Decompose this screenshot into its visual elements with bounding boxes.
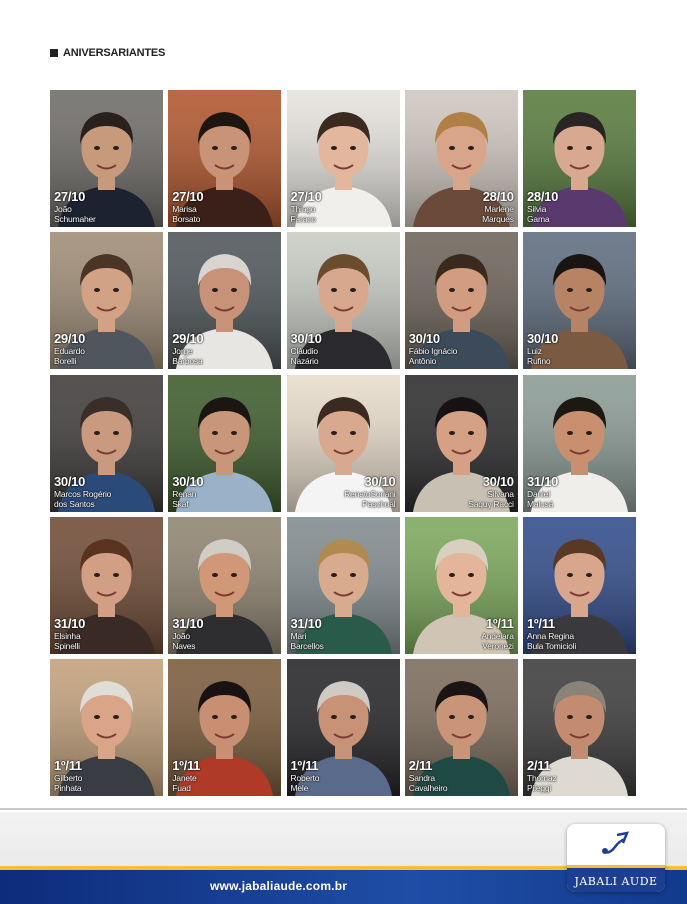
- birthday-card: [523, 232, 636, 369]
- birthday-date: 27/10: [290, 189, 322, 204]
- birthday-date: 31/10: [290, 615, 322, 631]
- birthday-caption: [409, 332, 457, 366]
- person-first-line: Marcos Rogério: [54, 488, 112, 499]
- birthday-card: [287, 232, 400, 369]
- birthday-caption: [291, 759, 320, 793]
- birthday-date: 30/10: [290, 331, 322, 347]
- person-first-line: Jorge: [172, 346, 193, 357]
- birthday-caption: [172, 475, 203, 509]
- person-first-line: Fábio Ignácio: [408, 346, 458, 357]
- birthday-caption: [54, 475, 111, 509]
- birthday-card: [168, 375, 281, 512]
- person-second-line: Rufino: [527, 356, 551, 367]
- birthday-card: [168, 659, 281, 796]
- birthday-card: [405, 659, 518, 796]
- birthday-caption: [54, 190, 96, 224]
- person-second-line: Pileggi: [527, 783, 552, 793]
- birthday-card: [287, 375, 400, 512]
- person-second-line: Schumaher: [54, 214, 96, 224]
- birthday-card: [168, 517, 281, 654]
- birthday-caption: [54, 332, 85, 366]
- birthday-date: 2/11: [408, 758, 433, 773]
- birthday-card: [287, 517, 400, 654]
- birthday-card: [50, 659, 163, 796]
- birthday-date: 28/10: [527, 189, 559, 204]
- person-second-line: Borsato: [172, 214, 201, 224]
- person-second-line: Malusá: [527, 498, 554, 509]
- birthday-card: [523, 517, 636, 654]
- birthday-date: 1º/11: [54, 758, 82, 773]
- birthday-date: 31/10: [527, 473, 559, 489]
- birthday-card: [523, 659, 636, 796]
- birthday-caption: [527, 190, 558, 224]
- person-second-line: Nazário: [290, 356, 319, 367]
- birthday-card: [168, 232, 281, 369]
- person-first-line: Thiago: [290, 204, 316, 214]
- birthday-caption: [527, 332, 558, 366]
- birthday-date: 1º/11: [290, 758, 319, 773]
- birthday-date: 27/10: [172, 189, 204, 204]
- logo-mark-icon: [595, 829, 635, 859]
- birthday-caption: [291, 190, 322, 224]
- person-second-line: Borelli: [54, 356, 77, 367]
- footer-url[interactable]: www.jabaliaude.com.br: [210, 879, 348, 893]
- logo-brand-text: JABALI AUDE: [574, 875, 658, 888]
- person-second-line: Skaf: [172, 498, 189, 509]
- birthday-card: [405, 232, 518, 369]
- birthday-caption: [291, 332, 322, 366]
- person-first-line: Marlene: [484, 204, 514, 214]
- birthday-caption: [409, 759, 448, 793]
- person-first-line: Luiz: [527, 346, 542, 357]
- person-second-line: Paschoal: [362, 498, 396, 509]
- person-first-line: Anna Regina: [527, 630, 574, 641]
- birthday-date: 2/11: [527, 758, 551, 773]
- person-first-line: Andeiara: [481, 630, 514, 641]
- birthday-card: [50, 375, 163, 512]
- birthday-date: 1º/11: [527, 615, 555, 631]
- person-first-line: Marisa: [172, 204, 197, 214]
- person-second-line: dos Santos: [54, 498, 95, 509]
- person-second-line: Veronezi: [482, 640, 514, 651]
- person-second-line: Spinelli: [54, 640, 80, 651]
- person-second-line: Cavalheiro: [408, 783, 448, 793]
- birthday-caption: [291, 617, 324, 651]
- birthday-grid: [50, 90, 636, 796]
- birthday-card: [168, 90, 281, 227]
- birthday-card: [287, 659, 400, 796]
- person-first-line: Silvia: [527, 204, 547, 214]
- brand-logo: [567, 824, 665, 892]
- birthday-caption: [527, 617, 576, 651]
- person-second-line: Gama: [527, 214, 550, 224]
- birthday-date: 30/10: [482, 473, 514, 489]
- person-second-line: Barcellos: [290, 640, 324, 651]
- person-second-line: Pinhata: [54, 783, 82, 793]
- person-first-line: Roberto: [290, 773, 320, 783]
- square-bullet-icon: [50, 49, 58, 57]
- birthday-caption: [468, 475, 514, 509]
- person-first-line: Janete: [172, 773, 197, 783]
- person-second-line: Saquy Racci: [468, 498, 514, 509]
- birthday-card: [405, 517, 518, 654]
- person-second-line: Bula Tomicioli: [527, 640, 577, 651]
- birthday-date: 28/10: [482, 189, 514, 204]
- birthday-caption: [54, 759, 82, 793]
- person-second-line: Mele: [290, 783, 309, 793]
- birthday-date: 27/10: [54, 189, 86, 204]
- person-second-line: Barbosa: [172, 356, 203, 367]
- birthday-date: 29/10: [54, 331, 86, 347]
- birthday-caption: [172, 332, 203, 366]
- birthday-date: 30/10: [527, 331, 559, 347]
- section-title: [50, 47, 165, 59]
- person-second-line: Faraco: [290, 214, 316, 224]
- person-first-line: Sandra: [408, 773, 435, 783]
- person-first-line: Daniel: [527, 488, 550, 499]
- person-first-line: Silvana: [487, 488, 514, 499]
- birthday-caption: [172, 759, 200, 793]
- person-first-line: Cláudio: [290, 346, 318, 357]
- person-first-line: Thomaz: [527, 773, 557, 783]
- birthday-card: [405, 375, 518, 512]
- birthday-caption: [172, 190, 203, 224]
- birthday-caption: [481, 617, 513, 651]
- birthday-date: 30/10: [54, 473, 86, 489]
- birthday-caption: [54, 617, 85, 651]
- person-first-line: Elsinha: [54, 630, 81, 641]
- birthday-card: [523, 90, 636, 227]
- person-second-line: Naves: [172, 640, 196, 651]
- footer-divider: [0, 808, 687, 810]
- birthday-caption: [482, 190, 514, 224]
- person-first-line: João: [54, 204, 72, 214]
- person-second-line: Fuad: [172, 783, 191, 793]
- birthday-caption: [172, 617, 203, 651]
- person-first-line: João: [172, 630, 190, 641]
- birthday-date: 1º/11: [485, 615, 514, 631]
- birthday-date: 30/10: [364, 473, 396, 489]
- person-first-line: Renan: [172, 488, 197, 499]
- birthday-card: [50, 90, 163, 227]
- birthday-date: 30/10: [172, 473, 204, 489]
- person-first-line: Eduardo: [54, 346, 85, 357]
- birthday-card: [523, 375, 636, 512]
- person-first-line: Gilberto: [54, 773, 83, 783]
- birthday-card: [50, 232, 163, 369]
- birthday-caption: [527, 475, 558, 509]
- birthday-date: 31/10: [54, 615, 86, 631]
- birthday-caption: [527, 759, 557, 793]
- section-title-text: ANIVERSARIANTES: [63, 47, 166, 59]
- birthday-caption: [344, 475, 395, 509]
- person-second-line: Marques: [482, 214, 514, 224]
- birthday-card: [50, 517, 163, 654]
- birthday-card: [287, 90, 400, 227]
- birthday-date: 29/10: [172, 331, 204, 347]
- person-second-line: Antônio: [408, 356, 437, 367]
- person-first-line: Mari: [290, 630, 307, 641]
- birthday-date: 1º/11: [172, 758, 201, 773]
- birthday-card: [405, 90, 518, 227]
- person-first-line: RenatoSoriani: [344, 488, 396, 499]
- birthday-date: 31/10: [172, 615, 204, 631]
- birthday-date: 30/10: [408, 331, 440, 347]
